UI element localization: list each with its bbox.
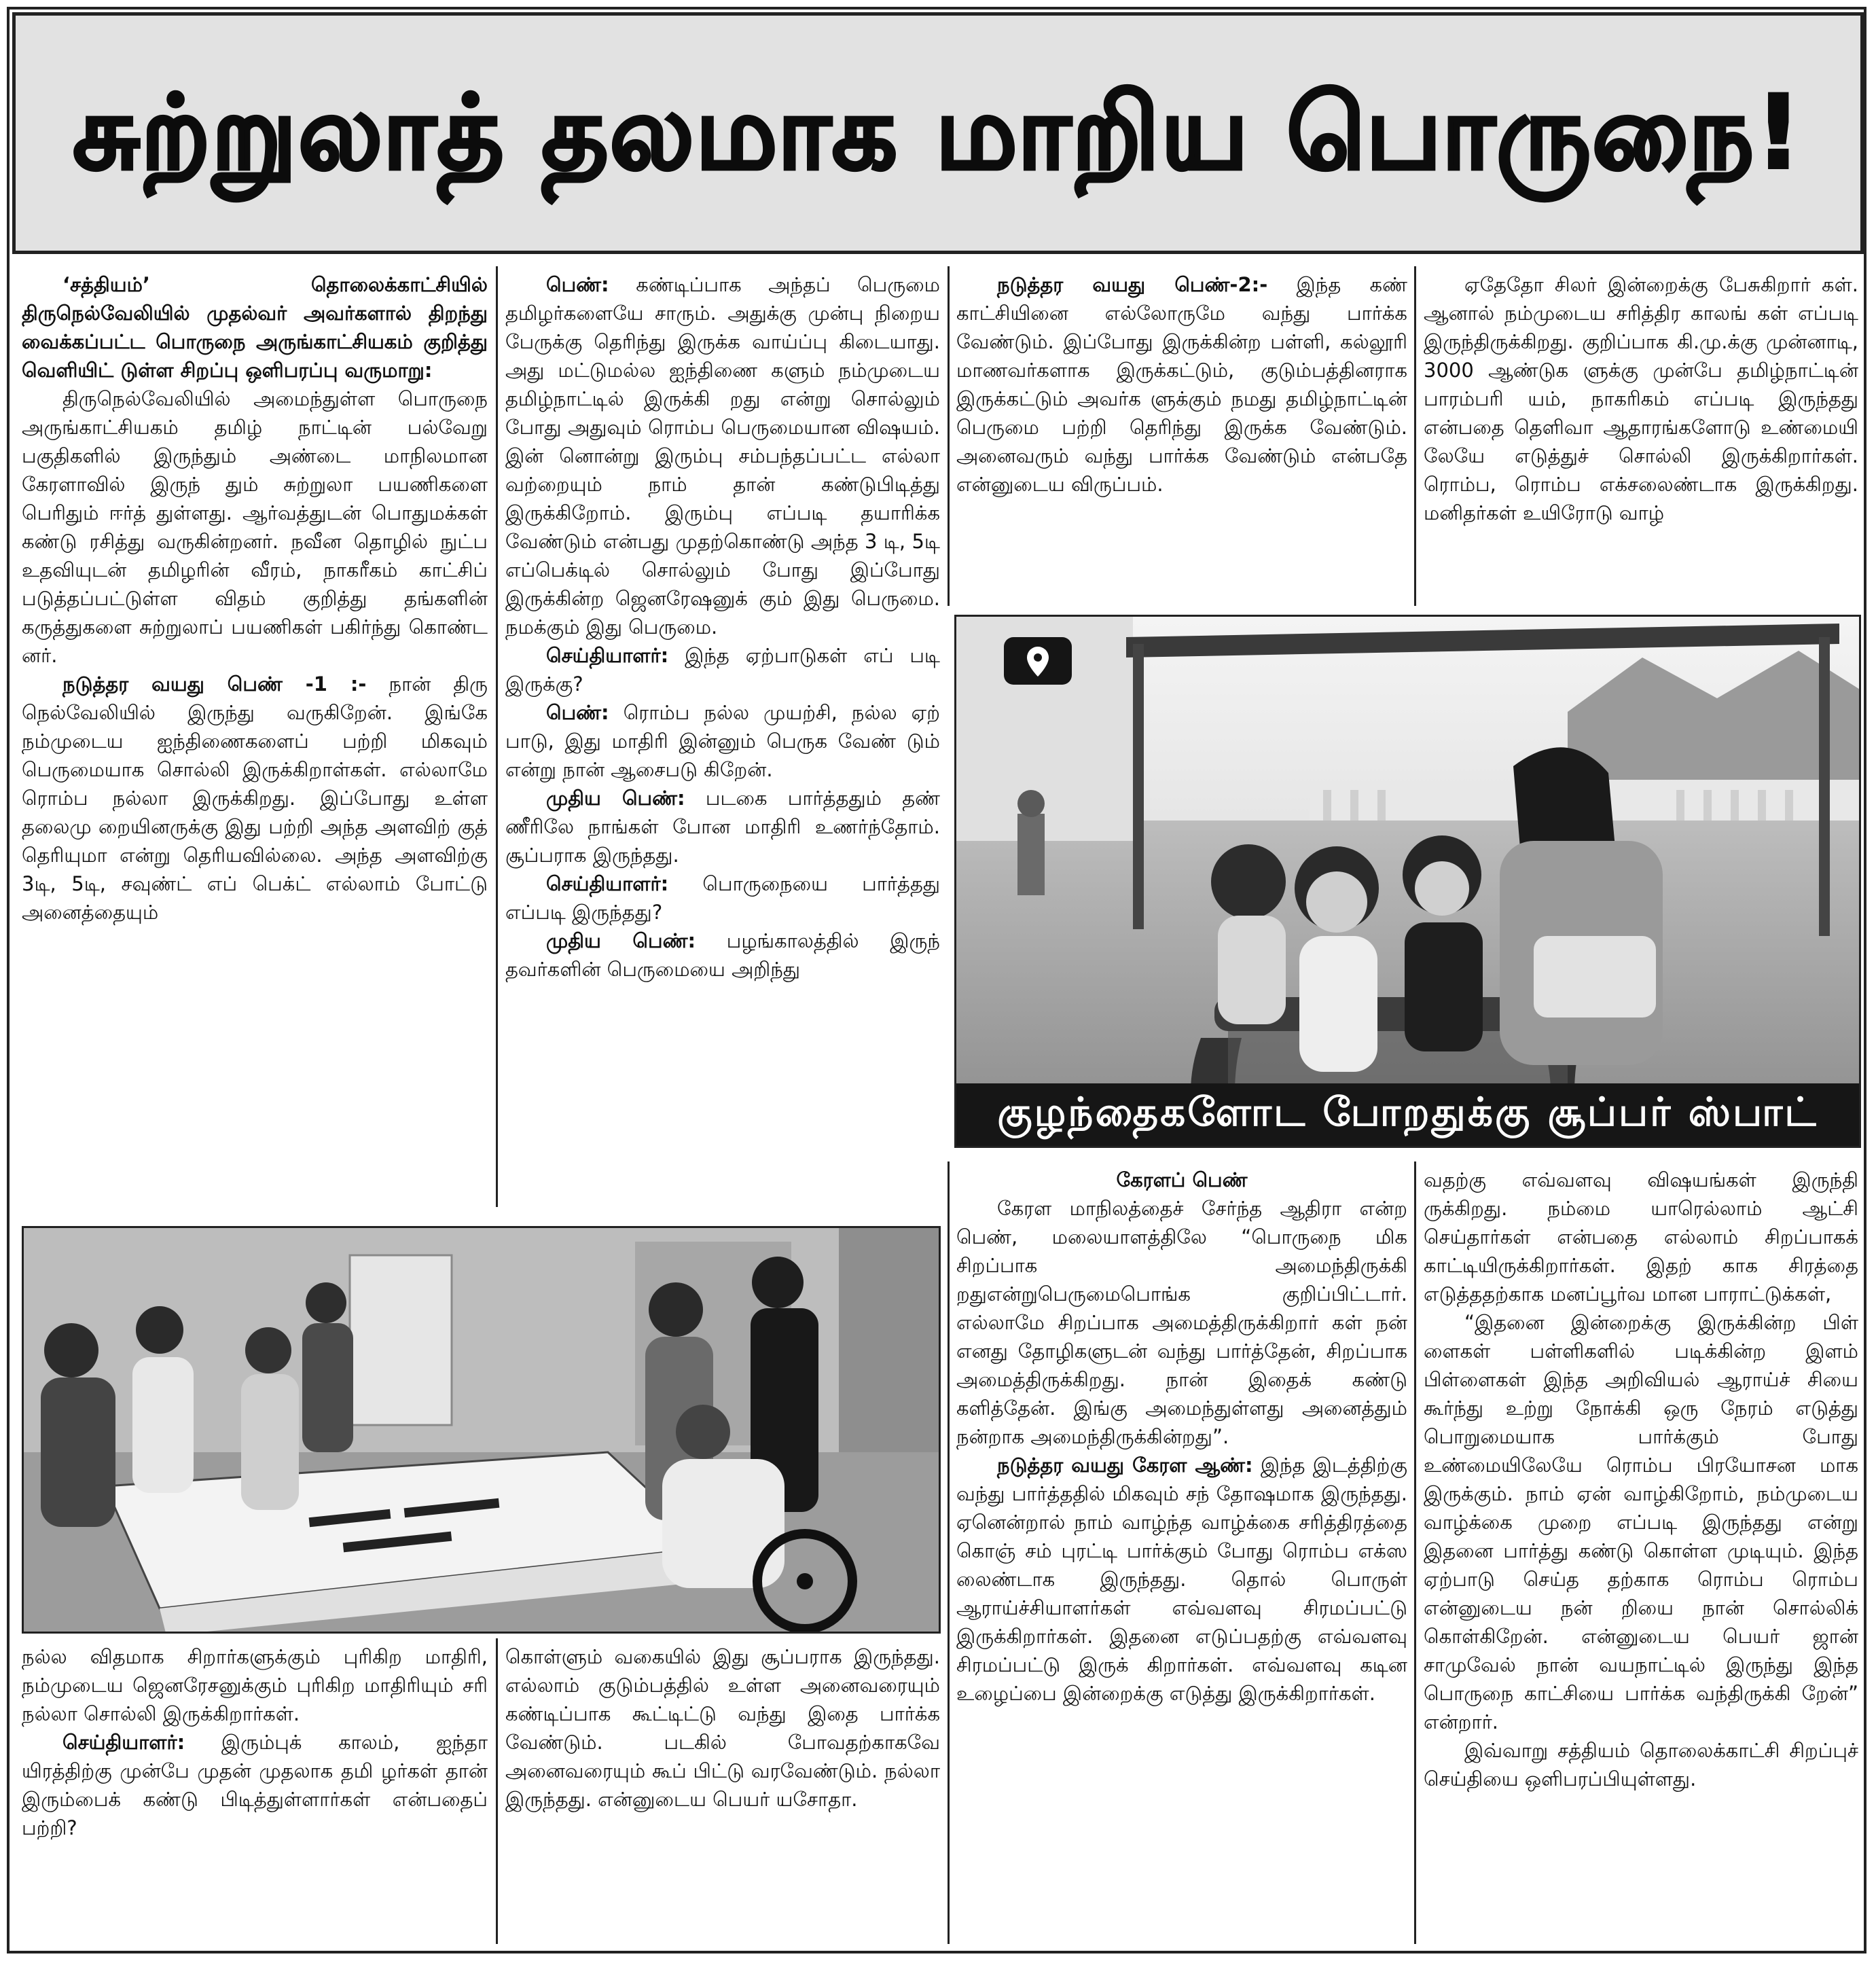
section-subhead: கேரளப் பெண் [1116, 1168, 1248, 1191]
column-separator [948, 1161, 950, 1944]
paragraph: கொள்ளும் வகையில் இது சூப்பராக இருந்தது. எல்லாம் குடும்பத்தில் உள்ள அனைவரையும் கண்டிப்பாக கூட்டிட்டு வந்து இதை பார்க்க வேண்டும். படகில் போவதற்காகவே அனைவரையும் கூப் பிட்டு வரவேண்டும். நல்லா இருந்தது. என்னுடைய பெயர் யசோதா. [505, 1645, 940, 1811]
photo-museum-visitors-illustration [24, 1228, 941, 1634]
article-column-2 [505, 270, 940, 1214]
paragraph: கேரள மாநிலத்தைச் சேர்ந்த ஆதிரா என்ற பெண், மலையாளத்திலே “பொருநை மிக சிறப்பாக அமைந்திருக்கி றதுஎன்றுபெருமைபொங்க குறிப்பிட்டார். எல்லாமே சிறப்பாக அமைத்திருக்கிறார் கள் நன் எனது தோழிகளுடன் வந்து பார்த்தேன், சிறப்பாக அமைத்திருக்கிறது. நான் இதைக் கண்டு களித்தேன். இங்கு அமைந்துள்ளது அனைத்தும் நன்றாக அமைந்திருக்கின்றது”. [956, 1197, 1407, 1448]
paragraph: ஏதேதோ சிலர் இன்றைக்கு பேசுகிறார் கள். ஆனால் நம்முடைய சரித்திர காலங் கள் எப்படி இருந்திருக்கிறது. குறிப்பாக கி.மு.க்கு முன்னாடி, 3000 ஆண்டுக ளுக்கு முன்பே தமிழ்நாட்டின் பாரம்பரி யம், நாகரிகம் எப்படி இருந்தது என்பதை தெளிவா ஆதாரங்களோடு உண்மையி லேயே எடுத்துச் சொல்லி இருக்கிறார்கள். ரொம்ப, ரொம்ப எக்சலைண்டாக இருக்கிறது. மனிதர்கள் உயிரோடு வாழ் [1424, 273, 1858, 524]
speaker-label: முதிய பெண்: [546, 787, 685, 810]
speaker-label: செய்தியாளர்: [546, 644, 669, 667]
speaker-text: இந்த இடத்திற்கு வந்து பார்த்ததில் மிகவும் சந் தோஷமாக இருந்தது. ஏனென்றால் நாம் வாழ்ந்த வாழ்க்கை சரித்திரத்தை கொஞ் சம் புரட்டி பார்க்கும் போது ரொம்ப எக்ஸ லைண்டாக இருந்தது. தொல் பொருள் ஆராய்ச்சியாளர்கள் எவ்வளவு சிரமப்பட்டு இருக்கிறார்கள். இதனை எடுப்பதற்கு எவ்வளவு சிரமப்பட்டு இருக் கிறார்கள். எவ்வளவு கடின உழைப்பை இன்றைக்கு எடுத்து இருக்கிறார்கள். [956, 1454, 1407, 1705]
paragraph: திருநெல்வேலியில் அமைந்துள்ள பொருநை அருங்காட்சியகம் தமிழ் நாட்டின் பல்வேறு பகுதிகளில் இருந்தும் அண்டை மாநிலமான கேரளாவில் இருந் தும் சுற்றுலா பயணிகளை பெரிதும் ஈர்த் துள்ளது. ஆர்வத்துடன் பொதுமக்கள் கண்டு ரசித்து வருகின்றனர். நவீன தொழில் நுட்ப உதவியுடன் தமிழரின் வீரம், நாகரீகம் காட்சிப் படுத்தப்பட்டுள்ள விதம் குறித்து தங்களின் கருத்துகளை சுற்றுலாப் பயணிகள் பகிர்ந்து கொண்ட னர். [22, 387, 488, 667]
column-separator [948, 266, 950, 606]
photo-children-cart-illustration [956, 617, 1861, 1148]
paragraph [505, 926, 940, 984]
paragraph [505, 784, 940, 869]
article-column-4-top [1424, 270, 1858, 603]
speaker-label: முதிய பெண்: [546, 929, 696, 952]
paragraph [956, 1451, 1407, 1708]
speaker-text: இரும்புக் காலம், ஐந்தா யிரத்திற்கு முன்பே முதன் முதலாக தமி ழர்கள் தான் இரும்பைக் கண்டு பிடித்துள்ளார்கள் என்பதைப் பற்றி? [22, 1731, 488, 1839]
location-pin-icon [1004, 637, 1072, 685]
article-column-2-bottom [505, 1642, 940, 1941]
speaker-text: பழங்காலத்தில் இருந் தவர்களின் பெருமையை அறிந்து [505, 929, 940, 981]
speaker-label: பெண்: [546, 273, 609, 296]
paragraph: “இதனை இன்றைக்கு இருக்கின்ற பிள் ளைகள் பள்ளிகளில் படிக்கின்ற இளம் பிள்ளைகள் இந்த அறிவியல் ஆராய்ச் சியை கூர்ந்து உற்று நோக்கி ஒரு நேரம் எடுத்து பொறுமையாக பார்க்கும் போது உண்மையிலேயே ரொம்ப பிரயோசன மாக இருக்கும். நாம் ஏன் வாழ்கிறோம், நம்முடைய வாழ்க்கை முறை எப்படி இருந்தது என்று இதனை பார்த்து கண்டு கொள்ள முடியும். இந்த ஏற்பாடு செய்த தற்காக ரொம்ப ரொம்ப என்னுடைய நன் றியை நான் சொல்லிக் கொள்கிறேன். என்னுடைய பெயர் ஜான் சாமுவேல் நான் வயநாட்டில் இருந்து இந்த பொருநை காட்சியை பார்க்க வந்திருக்கி றேன்” என்றார். [1424, 1311, 1858, 1733]
speaker-text: ரொம்ப நல்ல முயற்சி, நல்ல ஏற் பாடு, இது மாதிரி இன்னும் பெருக வேண் டும் என்று நான் ஆசைபடு கிறேன். [505, 701, 940, 781]
speaker-text: கண்டிப்பாக அந்தப் பெருமை தமிழர்களையே சாரும். அதுக்கு முன்பு நிறைய பேருக்கு தெரிந்து இருக்க வாய்ப்பு கிடையாது. அது மட்டுமல்ல ஐந்திணை களும் நம்முடைய தமிழ்நாட்டில் இருக்கி றது என்று சொல்லும் போது அதுவும் ரொம்ப பெருமையான விஷயம். இன் னொன்று இரும்பு சம்பந்தப்பட்ட எல்லா வற்றையும் நாம் தான் கண்டுபிடித்து இருக்கிறோம். இரும்பு எப்படி தயாரிக்க வேண்டும் என்பது முதற்கொண்டு அந்த 3 டி, 5டி எப்பெக்டில் சொல்லும் போது இப்போது இருக்கின்ற ஜெனரேஷனுக் கும் இது பெருமை. நமக்கும் இது பெருமை. [505, 273, 940, 638]
speaker-label: நடுத்தர வயது பெண் -1 :- [62, 672, 367, 696]
article-column-3-top [956, 270, 1407, 603]
photo-children-cart [954, 615, 1861, 1148]
paragraph [505, 698, 940, 784]
speaker-label: பெண்: [546, 701, 609, 724]
column-separator [496, 1638, 498, 1944]
article-column-1-bottom [22, 1642, 488, 1941]
paragraph: இவ்வாறு சத்தியம் தொலைக்காட்சி சிறப்புச் செய்தியை ஒளிபரப்பியுள்ளது. [1424, 1739, 1858, 1790]
paragraph [956, 270, 1407, 499]
photo-museum-visitors [22, 1226, 941, 1634]
intro-paragraph: ‘சத்தியம்’ தொலைக்காட்சியில் திருநெல்வேலியில் முதல்வர் அவர்களால் திறந்து வைக்கப்பட்ட பொருநை அருங்காட்சியகம் குறித்து வெளியிட் டுள்ள சிறப்பு ஒளிபரப்பு வருமாறு: [22, 273, 488, 382]
speaker-text: படகை பார்த்ததும் தண் ணீரிலே நாங்கள் போன மாதிரி உணர்ந்தோம். சூப்பராக இருந்தது. [505, 787, 940, 867]
photo-caption: குழந்தைகளோட போறதுக்கு சூப்பர் ஸ்பாட் [956, 1083, 1859, 1146]
paragraph [22, 1728, 488, 1842]
speaker-label: நடுத்தர வயது கேரள ஆண்: [997, 1454, 1253, 1477]
column-separator [496, 266, 498, 1207]
paragraph [505, 641, 940, 698]
paragraph [505, 270, 940, 641]
paragraph: வதற்கு எவ்வளவு விஷயங்கள் இருந்தி ருக்கிறது. நம்மை யாரெல்லாம் ஆட்சி செய்தார்கள் என்பதை எல்லாம் சிறப்பாகக் காட்டியிருக்கிறார்கள். இதற் காக சிரத்தை எடுத்ததற்காக மனப்பூர்வ மான பாராட்டுக்கள், [1424, 1168, 1858, 1305]
headline: சுற்றுலாத் தலமாக மாறிய பொருநை! [73, 74, 1803, 192]
headline-banner [12, 12, 1864, 254]
speaker-text: இந்த ஏற்பாடுகள் எப் படி இருக்கு? [505, 644, 940, 696]
paragraph [22, 670, 488, 926]
speaker-text: நான் திரு நெல்வேலியில் இருந்து வருகிறேன். இங்கே நம்முடைய ஐந்திணைகளைப் பற்றி மிகவும் பெருமையாக சொல்லி இருக்கிறாள்கள். எல்லாமே ரொம்ப நல்லா இருக்கிறது. இப்போது உள்ள தலைமு றையினருக்கு இது பற்றி அந்த அளவிற் குத் தெரியுமா என்று தெரியவில்லை. அந்த அளவிற்கு 3டி, 5டி, சவுண்ட் எப் பெக்ட் எல்லாம் போட்டு அனைத்தையும் [22, 672, 488, 924]
speaker-text: பொருநையை பார்த்தது எப்படி இருந்தது? [505, 872, 940, 924]
column-separator [1414, 1161, 1416, 1944]
article-column-3-bottom [956, 1166, 1407, 1940]
speaker-label: நடுத்தர வயது பெண்-2:- [997, 273, 1268, 296]
speaker-label: செய்தியாளர்: [62, 1731, 185, 1754]
article-column-4-bottom [1424, 1166, 1858, 1940]
paragraph: நல்ல விதமாக சிறார்களுக்கும் புரிகிற மாதிரி, நம்முடைய ஜெனரேசனுக்கும் புரிகிற மாதிரியும் சரி நல்லா சொல்லி இருக்கிறார்கள். [22, 1645, 488, 1725]
speaker-label: செய்தியாளர்: [546, 872, 669, 895]
speaker-text: இந்த கண் காட்சியினை எல்லோருமே வந்து பார்க்க வேண்டும். இப்போது இருக்கின்ற பள்ளி, கல்லூரி மாணவர்களாக இருக்கட்டும், குடும்பத்தினராக இருக்கட்டும் அவர்க ளுக்கும் நமது தமிழ்நாட்டின் பெருமை பற்றி தெரிந்து இருக்க வேண்டும். அனைவரும் வந்து பார்க்க வேண்டும் என்பதே என்னுடைய விருப்பம். [956, 273, 1407, 496]
paragraph [505, 869, 940, 926]
article-column-1 [22, 270, 488, 1214]
column-separator [1414, 266, 1416, 606]
